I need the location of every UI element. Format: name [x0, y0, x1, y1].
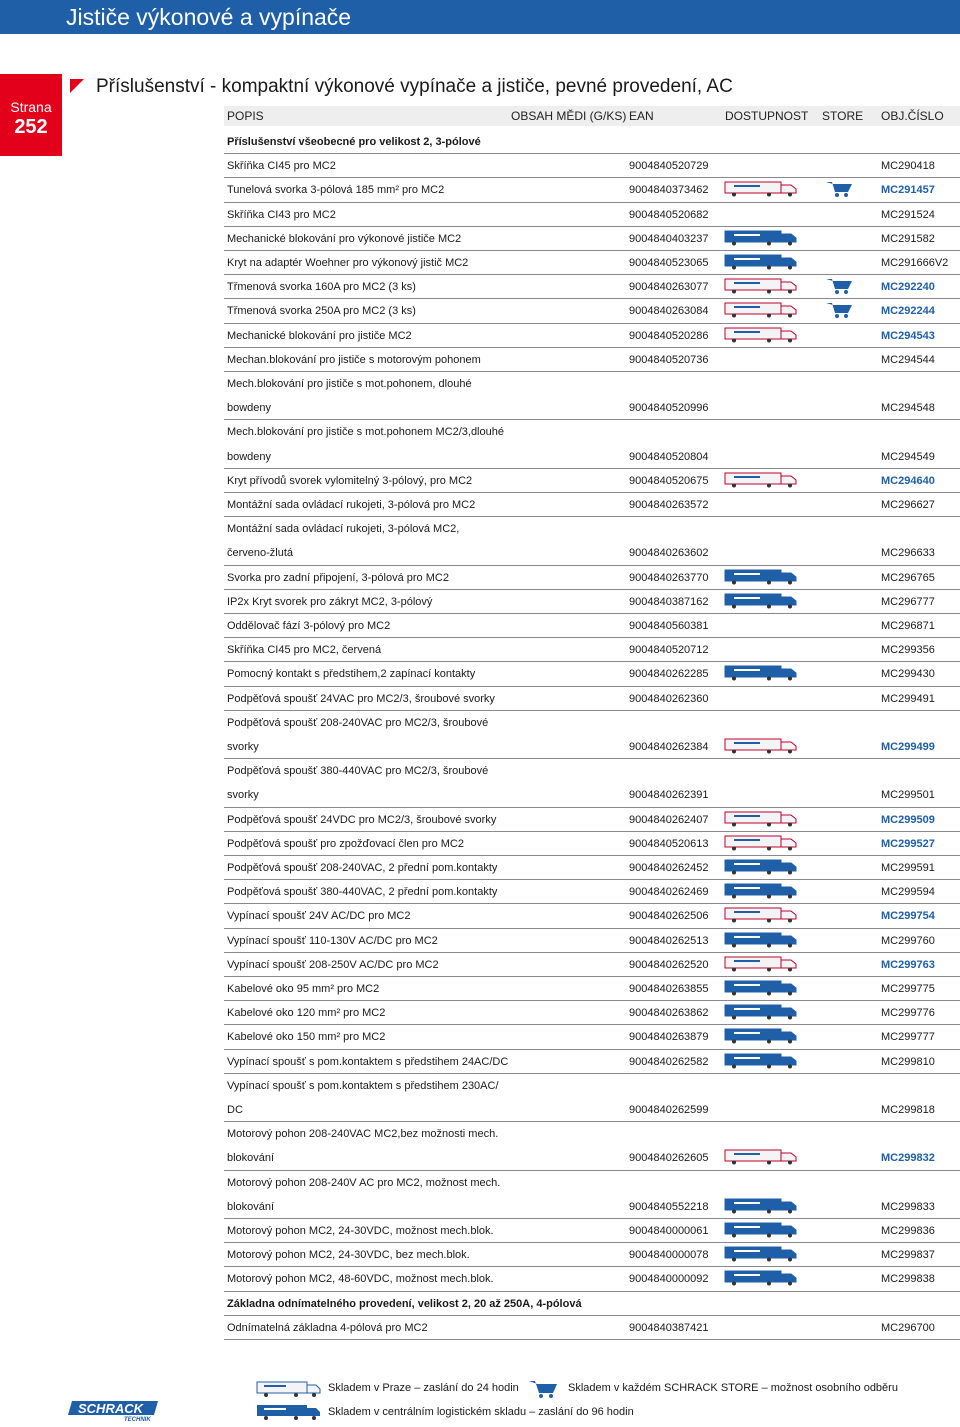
white-truck-icon	[724, 1149, 798, 1165]
group-heading	[224, 130, 960, 154]
row-description: Kabelové oko 150 mm² pro MC2	[227, 1031, 386, 1044]
row-description: Podpěťová spoušť pro zpožďovací člen pro MC2	[227, 837, 464, 850]
white-truck-icon	[724, 302, 798, 318]
row-order-number: MC299818	[881, 1103, 935, 1116]
white-truck-icon	[256, 1380, 322, 1398]
row-ean: 9004840262605	[629, 1152, 709, 1165]
blue-truck-icon	[724, 230, 798, 246]
row-description: Podpěťová spoušť 24VAC pro MC2/3, šroubové svorky	[227, 692, 495, 705]
table-row	[224, 1243, 960, 1267]
row-description: Motorový pohon 208-240VAC MC2,bez možnosti mech.	[227, 1128, 499, 1141]
table-row	[224, 904, 960, 928]
white-truck-icon	[724, 738, 798, 754]
row-description: Mechanické blokování pro jističe MC2	[227, 329, 412, 342]
row-description: Kryt na adaptér Woehner pro výkonový jistič MC2	[227, 257, 469, 269]
row-order-number: MC296633	[881, 547, 935, 560]
table-row	[224, 711, 960, 759]
row-description: Skříňka CI45 pro MC2	[227, 160, 336, 173]
legend-white-truck-text: Skladem v Praze – zaslání do 24 hodin	[328, 1382, 519, 1394]
row-order-number: MC299356	[881, 644, 935, 657]
row-order-number: MC294543	[881, 329, 935, 342]
white-truck-icon	[724, 327, 798, 343]
row-description: Kabelové oko 120 mm² pro MC2	[227, 1007, 386, 1020]
row-order-number: MC296777	[881, 595, 935, 608]
table-row	[224, 203, 960, 227]
page-number: 252	[14, 116, 48, 138]
row-description-cont: bowdeny	[227, 450, 272, 463]
table-row	[224, 469, 960, 493]
table-row	[224, 348, 960, 372]
table-row	[224, 299, 960, 323]
row-description: Mechanické blokování pro výkonové jističe MC2	[227, 232, 462, 245]
row-order-number: MC299776	[881, 1007, 935, 1020]
table-row	[224, 759, 960, 807]
row-ean: 9004840262582	[629, 1055, 709, 1068]
store-cart-icon	[527, 1379, 559, 1399]
row-order-number: MC299499	[881, 740, 935, 753]
table-row	[224, 590, 960, 614]
row-order-number: MC296627	[881, 499, 935, 511]
row-ean: 9004840520682	[629, 208, 709, 221]
row-description-cont: červeno-žlutá	[227, 547, 294, 560]
blue-truck-icon	[724, 593, 798, 609]
row-order-number: MC299832	[881, 1152, 935, 1165]
table-row	[224, 154, 960, 178]
logo-text: SCHRACK	[78, 1401, 143, 1416]
row-description: Montážní sada ovládací rukojeti, 3-pólová MC2,	[227, 523, 460, 536]
row-description: IP2x Kryt svorek pro zákryt MC2, 3-pólový	[227, 595, 433, 608]
table-row	[224, 324, 960, 348]
row-description: Tunelová svorka 3-pólová 185 mm² pro MC2	[227, 184, 445, 197]
row-order-number: MC299775	[881, 983, 935, 995]
row-order-number: MC299501	[881, 789, 935, 802]
row-description: Příslušenství všeobecné pro velikost 2, 3-pólové	[227, 136, 481, 148]
row-ean: 9004840520613	[629, 837, 709, 850]
row-description: Vypínací spoušť s pom.kontaktem s předstihem 230AC/	[227, 1079, 499, 1092]
row-description: Motorový pohon 208-240V AC pro MC2, možnost mech.	[227, 1176, 501, 1189]
row-ean: 9004840262391	[629, 789, 709, 802]
row-ean: 9004840520729	[629, 160, 709, 173]
row-order-number: MC294640	[881, 474, 935, 487]
col-obj: OBJ.ČÍSLO	[881, 109, 944, 123]
row-ean: 9004840520996	[629, 402, 709, 415]
table-row	[224, 372, 960, 420]
table-row	[224, 1267, 960, 1291]
col-ean: EAN	[629, 109, 654, 123]
row-ean: 9004840520286	[629, 329, 709, 342]
row-order-number: MC294549	[881, 450, 935, 463]
white-truck-icon	[724, 278, 798, 294]
white-truck-icon	[724, 835, 798, 851]
row-ean: 9004840263862	[629, 1007, 709, 1020]
col-popis: POPIS	[227, 109, 264, 123]
row-description: Kryt přívodů svorek vylomitelný 3-pólový, pro MC2	[227, 474, 473, 487]
blue-truck-icon	[724, 1270, 798, 1286]
row-order-number: MC299763	[881, 958, 935, 971]
white-truck-icon	[724, 181, 798, 197]
row-ean: 9004840000092	[629, 1273, 709, 1286]
row-ean: 9004840000078	[629, 1249, 709, 1262]
table-row	[224, 1050, 960, 1074]
row-ean: 9004840552218	[629, 1200, 709, 1213]
table-row	[224, 493, 960, 517]
table-row	[224, 420, 960, 468]
row-ean: 9004840262452	[629, 862, 709, 874]
blue-truck-icon	[724, 1198, 798, 1214]
row-description: Vypínací spoušť s pom.kontaktem s předstihem 24AC/DC	[227, 1055, 509, 1068]
blue-truck-icon	[724, 883, 798, 899]
row-ean: 9004840387421	[629, 1321, 709, 1334]
section-marker-icon	[70, 79, 84, 93]
blue-truck-icon	[724, 859, 798, 875]
col-store: STORE	[822, 109, 864, 123]
row-order-number: MC299430	[881, 668, 935, 681]
row-order-number: MC294544	[881, 353, 935, 366]
blue-truck-icon	[724, 932, 798, 948]
row-description: Mech.blokování pro jističe s mot.pohonem, dlouhé	[227, 378, 472, 390]
table-row	[224, 856, 960, 880]
row-order-number: MC296700	[881, 1321, 935, 1334]
row-ean: 9004840263602	[629, 547, 709, 560]
section-title-text: Příslušenství - kompaktní výkonové vypínače a jističe, pevné provedení, AC	[96, 76, 733, 97]
page-number-tab	[0, 74, 62, 156]
row-ean: 9004840263077	[629, 281, 709, 294]
table-row	[224, 517, 960, 565]
white-truck-icon	[724, 472, 798, 488]
row-ean: 9004840523065	[629, 257, 709, 269]
row-order-number: MC294548	[881, 402, 935, 415]
row-description-cont: blokování	[227, 1200, 275, 1213]
table-row	[224, 638, 960, 662]
row-description: Mech.blokování pro jističe s mot.pohonem MC2/3,dlouhé	[227, 426, 504, 439]
row-order-number: MC291582	[881, 232, 935, 245]
table-row	[224, 178, 960, 202]
row-description: Montážní sada ovládací rukojeti, 3-pólová pro MC2	[227, 499, 476, 511]
table-row	[224, 1219, 960, 1243]
row-description: Vypínací spoušť 208-250V AC/DC pro MC2	[227, 958, 439, 971]
blue-truck-icon	[724, 1222, 798, 1238]
table-row	[224, 929, 960, 953]
col-obsah: OBSAH MĚDI (G/KS)	[511, 109, 627, 123]
row-order-number: MC292240	[881, 281, 935, 294]
row-description-cont: bowdeny	[227, 402, 272, 415]
row-description: Podpěťová spoušť 208-240VAC pro MC2/3, šroubové	[227, 716, 489, 729]
row-description: Oddělovač fází 3-pólový pro MC2	[227, 620, 391, 632]
row-description-cont: DC	[227, 1103, 243, 1116]
blue-truck-icon	[724, 980, 798, 996]
row-ean: 9004840263572	[629, 499, 709, 511]
row-order-number: MC296871	[881, 620, 935, 632]
col-dostupnost: DOSTUPNOST	[725, 109, 809, 123]
row-ean: 9004840263855	[629, 983, 709, 995]
table-row	[224, 808, 960, 832]
row-ean: 9004840520712	[629, 644, 709, 657]
legend-blue-truck-text: Skladem v centrálním logistickém skladu – zaslání do 96 hodin	[328, 1406, 634, 1418]
blue-truck-icon	[724, 254, 798, 270]
logo-sub: TECHNIK	[124, 1417, 151, 1422]
row-ean: 9004840262384	[629, 740, 709, 753]
row-description: Základna odnímatelného provedení, velikost 2, 20 až 250A, 4-pólová	[227, 1297, 582, 1310]
row-ean: 9004840262520	[629, 958, 709, 971]
row-description: Vypínací spoušť 110-130V AC/DC pro MC2	[227, 934, 438, 947]
row-description: Odnímatelná základna 4-pólová pro MC2	[227, 1321, 428, 1334]
blue-truck-icon	[724, 1028, 798, 1044]
table-row	[224, 662, 960, 686]
table-row	[224, 832, 960, 856]
row-order-number: MC299491	[881, 692, 935, 705]
row-description: Motorový pohon MC2, 24-30VDC, možnost mech.blok.	[227, 1225, 494, 1237]
row-ean: 9004840262599	[629, 1103, 709, 1116]
row-ean: 9004840560381	[629, 620, 709, 632]
table-row	[224, 977, 960, 1001]
table-row	[224, 251, 960, 275]
row-description: Svorka pro zadní připojení, 3-pólová pro MC2	[227, 571, 449, 584]
row-ean: 9004840000061	[629, 1225, 709, 1237]
table-row	[224, 1001, 960, 1025]
row-order-number: MC299810	[881, 1055, 935, 1068]
white-truck-icon	[724, 907, 798, 923]
blue-truck-icon	[724, 1053, 798, 1069]
row-order-number: MC296765	[881, 571, 935, 584]
white-truck-icon	[724, 811, 798, 827]
row-order-number: MC299838	[881, 1273, 935, 1286]
row-description: Pomocný kontakt s předstihem,2 zapínací kontakty	[227, 668, 476, 681]
row-ean: 9004840520675	[629, 474, 709, 487]
row-order-number: MC292244	[881, 305, 935, 318]
schrack-logo	[66, 1400, 158, 1422]
row-ean: 9004840262407	[629, 813, 709, 826]
row-order-number: MC291457	[881, 184, 935, 197]
row-ean: 9004840403237	[629, 232, 709, 245]
row-ean: 9004840262506	[629, 910, 709, 923]
blue-truck-icon	[724, 1004, 798, 1020]
table-row	[224, 1025, 960, 1049]
row-ean: 9004840263770	[629, 571, 709, 584]
table-row	[224, 566, 960, 590]
row-order-number: MC299594	[881, 886, 935, 899]
row-description-cont: svorky	[227, 740, 259, 753]
row-order-number: MC291524	[881, 208, 935, 221]
row-order-number: MC299836	[881, 1225, 935, 1237]
row-description: Třmenová svorka 250A pro MC2 (3 ks)	[227, 305, 416, 318]
row-ean: 9004840262285	[629, 668, 709, 681]
row-order-number: MC290418	[881, 160, 935, 173]
blue-truck-icon	[724, 1246, 798, 1262]
row-description-cont: svorky	[227, 789, 259, 802]
section-title	[70, 74, 733, 100]
table-header	[224, 106, 960, 126]
row-description: Mechan.blokování pro jističe s motorovým pohonem	[227, 353, 481, 366]
table-row	[224, 1171, 960, 1219]
row-ean: 9004840262513	[629, 934, 709, 947]
row-order-number: MC299833	[881, 1200, 935, 1213]
row-description: Podpěťová spoušť 208-240VAC, 2 přední pom.kontakty	[227, 862, 498, 874]
row-order-number: MC299509	[881, 813, 935, 826]
header-title: Jističe výkonové a vypínače	[66, 4, 352, 30]
group-heading	[224, 1292, 960, 1316]
row-description: Podpěťová spoušť 380-440VAC, 2 přední pom.kontakty	[227, 886, 498, 899]
header-bar	[0, 0, 960, 34]
row-description: Kabelové oko 95 mm² pro MC2	[227, 983, 380, 995]
row-ean: 9004840520804	[629, 450, 709, 463]
row-order-number: MC299754	[881, 910, 935, 923]
table-row	[224, 1074, 960, 1122]
table-row	[224, 614, 960, 638]
table-row	[224, 880, 960, 904]
store-cart-icon	[824, 301, 854, 319]
row-ean: 9004840263084	[629, 305, 709, 318]
row-description: Třmenová svorka 160A pro MC2 (3 ks)	[227, 281, 416, 294]
table-row	[224, 1122, 960, 1170]
row-description-cont: blokování	[227, 1152, 275, 1165]
row-order-number: MC299591	[881, 862, 935, 874]
row-description: Motorový pohon MC2, 24-30VDC, bez mech.blok.	[227, 1249, 470, 1262]
row-ean: 9004840263879	[629, 1031, 709, 1044]
table-row	[224, 953, 960, 977]
row-order-number: MC291666V2	[881, 257, 949, 269]
blue-truck-icon	[724, 665, 798, 681]
row-ean: 9004840373462	[629, 184, 709, 197]
table-row	[224, 687, 960, 711]
blue-truck-icon	[724, 569, 798, 585]
legend-store-text: Skladem v každém SCHRACK STORE – možnost osobního odběru	[568, 1382, 898, 1394]
table-row	[224, 275, 960, 299]
row-ean: 9004840262469	[629, 886, 709, 899]
row-ean: 9004840262360	[629, 692, 709, 705]
table-row	[224, 1316, 960, 1340]
row-order-number: MC299777	[881, 1031, 935, 1044]
store-cart-icon	[824, 277, 854, 295]
store-cart-icon	[824, 180, 854, 198]
row-description: Podpěťová spoušť 380-440VAC pro MC2/3, šroubové	[227, 765, 489, 778]
blue-truck-icon	[256, 1403, 322, 1421]
row-description: Skříňka CI45 pro MC2, červená	[227, 644, 382, 657]
row-ean: 9004840520736	[629, 353, 709, 366]
row-order-number: MC299527	[881, 837, 935, 850]
row-description: Motorový pohon MC2, 48-60VDC, možnost mech.blok.	[227, 1273, 494, 1286]
table-row	[224, 227, 960, 251]
row-description: Vypínací spoušť 24V AC/DC pro MC2	[227, 910, 411, 923]
row-description: Podpěťová spoušť 24VDC pro MC2/3, šroubové svorky	[227, 813, 497, 826]
row-description: Skříňka CI43 pro MC2	[227, 208, 336, 221]
side-label: Strana	[10, 99, 52, 115]
row-ean: 9004840387162	[629, 595, 709, 608]
row-order-number: MC299760	[881, 934, 935, 947]
row-order-number: MC299837	[881, 1249, 935, 1262]
row-divider	[224, 1339, 960, 1340]
white-truck-icon	[724, 956, 798, 972]
